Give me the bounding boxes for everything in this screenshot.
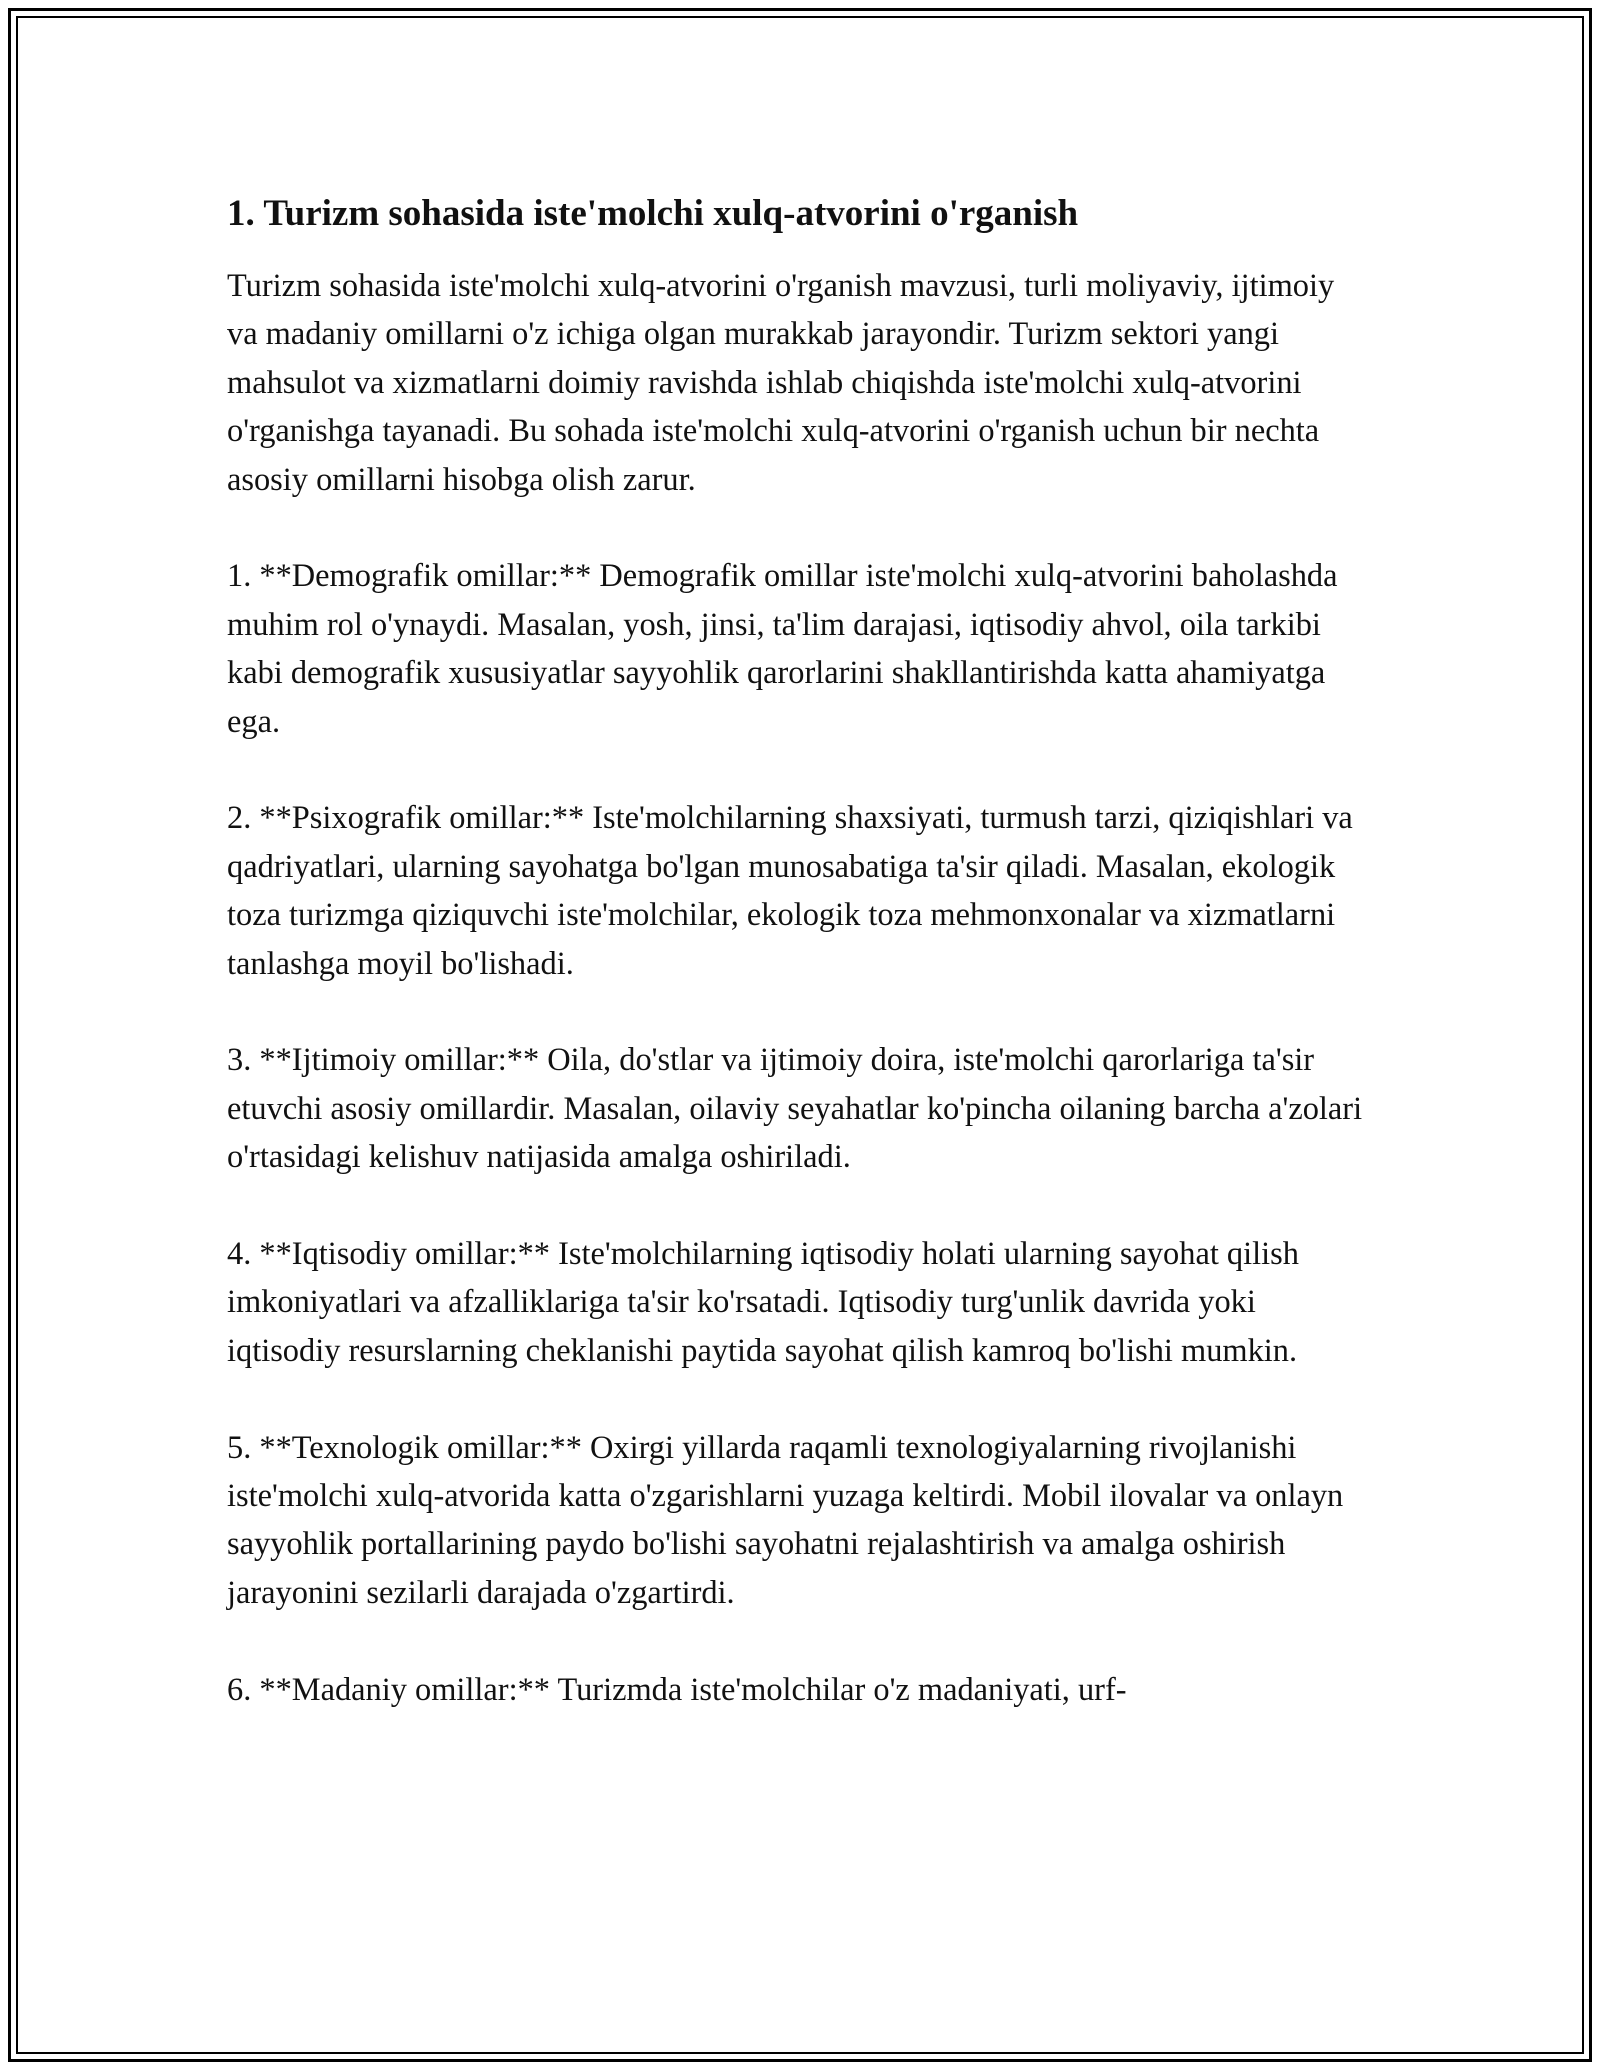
social-factors-paragraph: 3. **Ijtimoiy omillar:** Oila, do'stlar va ijtimoiy doira, iste'molchi qarorlariga ta'sir etuvchi asosiy omillardir. Masalan, oilaviy seyahatlar ko'pincha oilaning barcha a'zolari o'rtasidagi kelishuv natijasida amalga oshiriladi. — [227, 1042, 1363, 1176]
economic-factors-paragraph: 4. **Iqtisodiy omillar:** Iste'molchilarning iqtisodiy holati ularning sayohat qilish imkoniyatlari va afzalliklariga ta'sir ko'rsatadi. Iqtisodiy turg'unlik davrida yoki iqtisodiy resurslarning cheklanishi paytida sayohat qilish kamroq bo'lishi mumkin. — [227, 1236, 1299, 1369]
demographic-factors-paragraph: 1. **Demografik omillar:** Demografik omillar iste'molchi xulq-atvorini baholashda muhim rol o'ynaydi. Masalan, yosh, jinsi, ta'lim darajasi, iqtisodiy ahvol, oila tarkibi kabi demografik xususiyatlar sayyohlik qarorlarini shakllantirishda katta ahamiyatga ega. — [227, 558, 1338, 740]
technological-factors-paragraph: 5. **Texnologik omillar:** Oxirgi yillarda raqamli texnologiyalarning rivojlanishi iste'molchi xulq-atvorida katta o'zgarishlarni yuzaga keltirdi. Mobil ilovalar va onlayn sayyohlik portallarining paydo bo'lishi sayohatni rejalashtirish va amalga oshirish jarayonini sezilarli darajada o'zgartirdi. — [227, 1429, 1344, 1611]
intro-paragraph: Turizm sohasida iste'molchi xulq-atvorini o'rganish mavzusi, turli moliyaviy, ijtimoiy va madaniy omillarni o'z ichiga olgan murakkab jarayondir. Turizm sektori yangi mahsulot va xizmatlarni doimiy ravishda ishlab chiqishda iste'molchi xulq-atvorini o'rganishga tayanadi. Bu sohada iste'molchi xulq-atvorini o'rganish uchun bir nechta asosiy omillarni hisobga olish zarur. — [227, 268, 1335, 498]
cultural-factors-paragraph: 6. **Madaniy omillar:** Turizmda iste'molchilar o'z madaniyati, urf- — [227, 1671, 1127, 1708]
document-body — [227, 186, 1372, 1714]
psychographic-factors-paragraph: 2. **Psixografik omillar:** Iste'molchilarning shaxsiyati, turmush tarzi, qiziqishlari va qadriyatlari, ularning sayohatga bo'lgan munosabatiga ta'sir qiladi. Masalan, ekologik toza turizmga qiziquvchi iste'molchilar, ekologik toza mehmonxonalar va xizmatlarni tanlashga moyil bo'lishadi. — [227, 800, 1353, 982]
document-title: 1. Turizm sohasida iste'molchi xulq-atvorini o'rganish — [227, 193, 1079, 234]
